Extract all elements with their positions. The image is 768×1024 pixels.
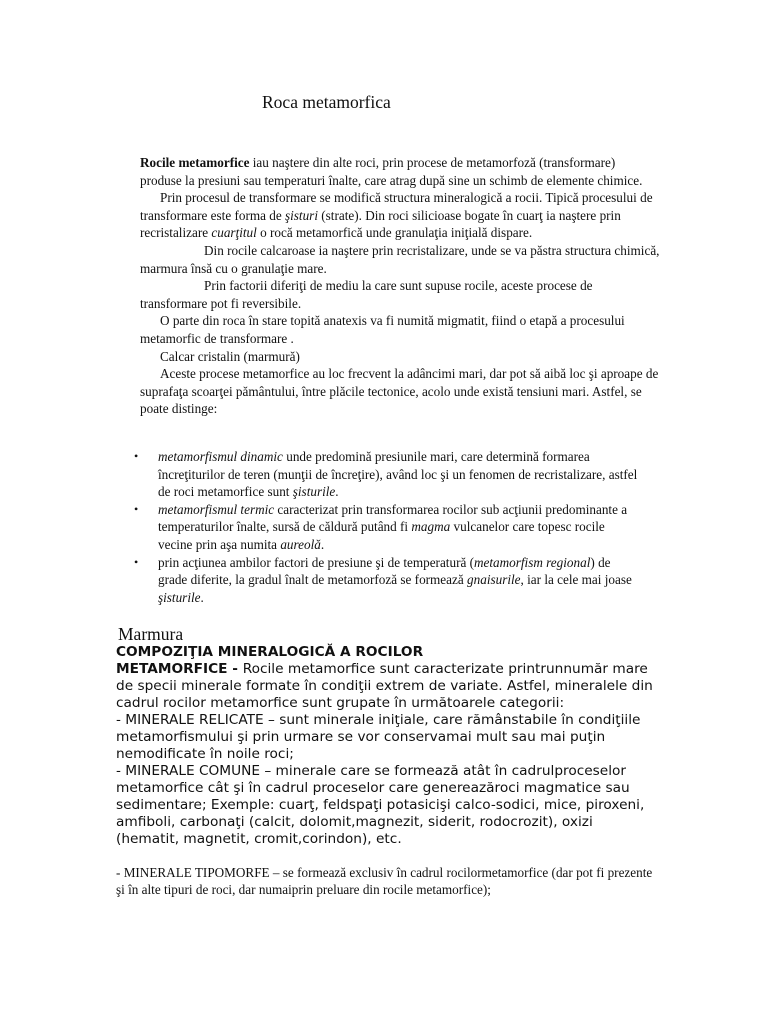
- tipomorfe-section: [116, 864, 656, 898]
- migmatit-paragraph: O parte din roca în stare topită anatexis va fi numită migmatit, fiind o etapă a procesului metamorfic de transformare .: [140, 313, 625, 346]
- metamorphism-list: [134, 448, 640, 606]
- bullet2-italic-aureola: aureolă: [280, 536, 321, 552]
- intro-lead-rest: iau naştere din alte roci, prin procese de metamorfoză (transformare) produse la presiuni sau temperaturi înalte, care atrag după sine un schimb de elemente chimice.: [140, 155, 643, 188]
- p2-text-a: Prin procesul de transformare se modifică structura mineralogică a rocii. Tipică procesului de transformare este forma de: [140, 190, 653, 223]
- intro-section: [140, 154, 660, 418]
- marmura-heading: Marmura: [118, 624, 184, 644]
- bullet2-term: metamorfismul termic: [158, 501, 275, 517]
- calcar-line: Calcar cristalin (marmură): [160, 348, 300, 364]
- bullet2-italic-magma: magma: [411, 519, 451, 535]
- bullet-dot: •: [134, 449, 139, 463]
- bullet2-end: .: [320, 536, 325, 552]
- relicte-item: - MINERALE RELICATE – sunt minerale iniţiale, care rămânstabile în condiţiile metamorfismului şi prin urmare se vor conservamai mult sau mai puţin nemodificate în noile roci;: [116, 712, 641, 762]
- bullet2-text: caracterizat prin transformarea rocilor sub acţiunii predominante a temperaturilor înalte, sursă de căldură putând fi: [158, 501, 628, 535]
- bullet2-text-2: vulcanelor care topesc rocile vecine prin aşa numita: [158, 519, 605, 552]
- p2-text-c: (strate). Din roci silicioase bogate în cuarţ ia naştere prin recristalizare: [140, 207, 621, 241]
- processes-paragraph: Aceste procese metamorfice au loc frecvent la adâncimi mari, dar pot să aibă loc şi aproape de suprafaţa scoarţei pământului, între plăcile tectonice, acolo unde există tensiuni mari. Astfel, se poate distinge:: [140, 366, 659, 417]
- bullet-dot: •: [134, 554, 139, 569]
- bullet3-text: prin acţiunea ambilor factori de presiune şi de temperatură (: [158, 554, 474, 570]
- bullet3-italic-gnaisurile: gnaisurile: [467, 572, 521, 588]
- bullet1-italic: şisturile: [292, 484, 336, 500]
- bullet1-term: metamorfismul dinamic: [158, 449, 283, 464]
- intro-lead-bold: Rocile metamorfice: [140, 155, 250, 170]
- bullet-dot: •: [134, 501, 139, 516]
- p2-italic-sisturi: şisturi: [285, 207, 318, 223]
- list-item: [134, 554, 640, 607]
- composition-heading: [116, 644, 656, 661]
- transformation-paragraph: [140, 189, 660, 242]
- calcaroase-paragraph: Din rocile calcaroase ia naştere prin recristalizare, unde se va păstra structura chimică, marmura însă cu o granulaţie mare.: [140, 242, 660, 276]
- list-item: [134, 448, 640, 501]
- intro-paragraph: [140, 154, 660, 189]
- bullet3-text-3: , iar la cele mai joase: [520, 572, 632, 588]
- bullet3-text-2: ) de grade diferite, la gradul înalt de metamorfoză se formează: [158, 554, 611, 588]
- composition-text: Rocile metamorfice sunt caracterizate printrunnumăr mare de specii minerale formate în condiţii extrem de variate. Astfel, mineralele din cadrul rocilor metamorfice sunt grupate în următoarele categorii:: [116, 661, 653, 711]
- bullet1-end: .: [335, 484, 339, 500]
- composition-heading-line2: METAMORFICE -: [116, 661, 243, 677]
- document-title: Roca metamorfica: [262, 92, 391, 112]
- p2-italic-cuartitul: cuarţitul: [211, 225, 257, 241]
- bullet3-italic-regional: metamorfism regional: [474, 554, 591, 570]
- composition-paragraph: [116, 661, 656, 712]
- bullet3-end: .: [200, 589, 204, 605]
- composition-heading-line1: COMPOZIŢIA MINERALOGICĂ A ROCILOR: [116, 644, 424, 660]
- bullet1-text: unde predomină presiunile mari, care determină formarea încreţiturilor de teren (munţii de încreţire), având loc şi un fenomen de recristalizare, astfel de roci metamorfice sunt: [158, 449, 638, 500]
- list-item: [134, 501, 640, 554]
- tipomorfe-item: - MINERALE TIPOMORFE – se formează exclusiv în cadrul rocilormetamorfice (dar pot fi prezente şi în alte tipuri de roci, dar numaiprin preluare din rocile metamorfice);: [116, 865, 653, 897]
- composition-section: [116, 644, 656, 848]
- p2-text-e: o rocă metamorfică unde granulaţia iniţială dispare.: [256, 225, 533, 241]
- factors-paragraph: Prin factorii diferiţi de mediu la care sunt supuse rocile, aceste procese de transformare pot fi reversibile.: [140, 278, 593, 311]
- bullet3-italic-sisturile: şisturile: [158, 589, 201, 605]
- comune-item: - MINERALE COMUNE – minerale care se formează atât în cadrulproceselor metamorfice cât şi în cadrul proceselor care genereazăroci magmatice sau sedimentare; Exemple: cuarţ, feldspaţi potasicişi calco-sodici, mice, piroxeni, amfiboli, carbonaţi (calcit, dolomit,magnezit, siderit, rodocrozit), oxizi (hematit, magnetit, cromit,corindon), etc.: [116, 763, 645, 847]
